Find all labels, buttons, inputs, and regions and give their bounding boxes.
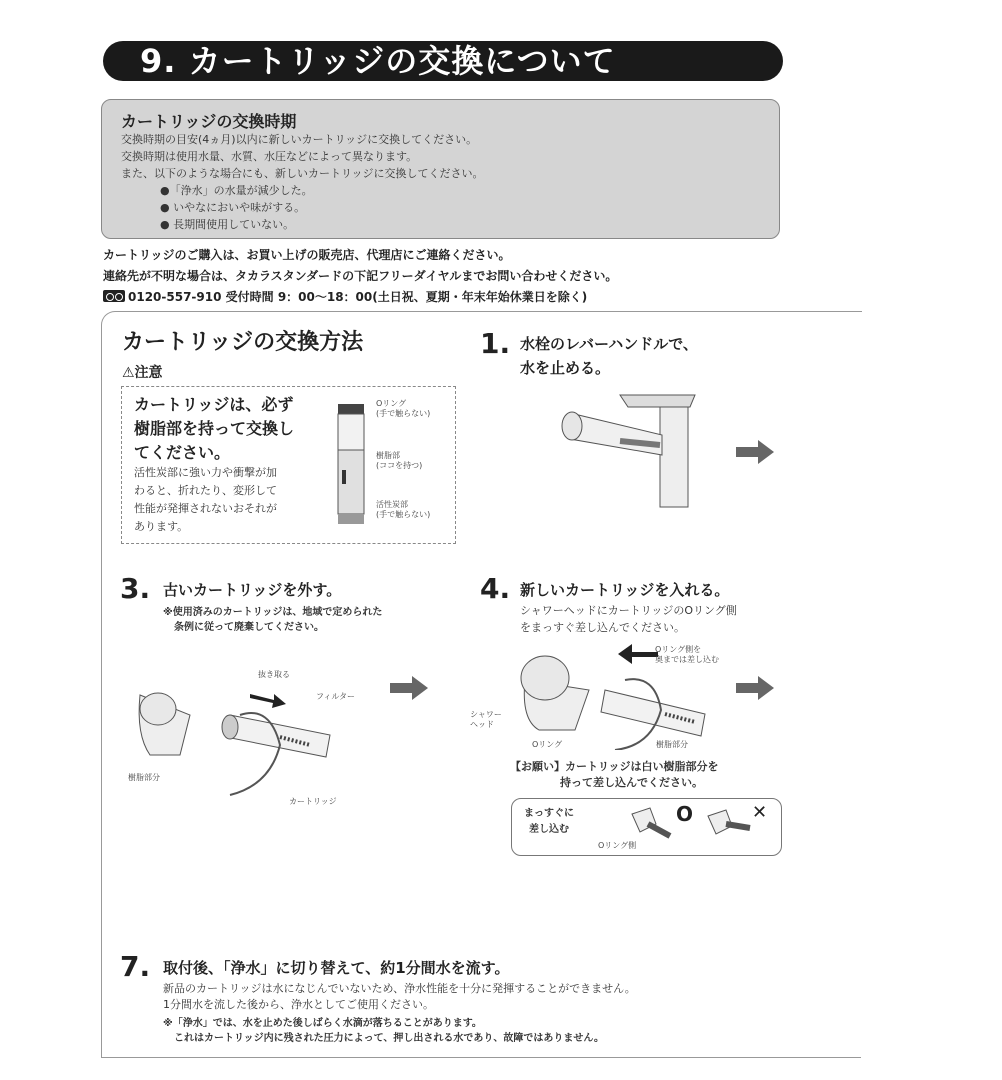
request-text: 持って差し込んでください。 (560, 776, 703, 789)
step4-number: 4. (480, 572, 511, 605)
oring-in-label: Oリング側を (655, 645, 702, 654)
carbon-note: (手で触らない) (376, 510, 431, 519)
arrow-right-icon (736, 676, 774, 700)
step4-sub: をまっすぐ差し込んでください。 (520, 621, 685, 634)
caution-label: ⚠注意 (122, 365, 163, 381)
straight-label: まっすぐに (524, 808, 574, 819)
cartridge-illustration (330, 400, 375, 530)
step7-note: これはカートリッジ内に残された圧力によって、押し出される水であり、故障ではありません。 (174, 1033, 604, 1044)
faucet-illustration (550, 385, 710, 515)
pull-label: 抜き取る (258, 670, 290, 679)
head-label: ヘッド (470, 720, 494, 729)
contact-line: カートリッジのご購入は、お買い上げの販売店、代理店にご連絡ください。 (103, 248, 511, 262)
resin-label: 樹脂部 (376, 451, 400, 460)
free-dial-icon (103, 290, 125, 302)
caution-small-text: わると、折れたり、変形して (134, 484, 277, 497)
insert-arrow-icon (618, 644, 658, 664)
contact-line: 連絡先が不明な場合は、タカラスタンダードの下記フリーダイヤルまでお問い合わせください。 (103, 269, 618, 283)
ng-mark: ✕ (752, 802, 768, 823)
resin-part-label: 樹脂部分 (656, 740, 688, 749)
filter-label: フィルター (316, 692, 356, 701)
ok-mark: O (676, 802, 694, 826)
step7-note: ※「浄水」では、水を止めた後しばらく水滴が落ちることがあります。 (163, 1018, 482, 1029)
cartridge-label: カートリッジ (289, 797, 337, 806)
request-text: 【お願い】カートリッジは白い樹脂部分を (510, 760, 719, 773)
pull-arrow-icon (250, 690, 286, 708)
step4-text: 新しいカートリッジを入れる。 (520, 581, 730, 599)
resin-part-label: 樹脂部分 (128, 773, 160, 782)
step7-sub: 1分間水を流した後から、浄水としてご使用ください。 (163, 998, 434, 1011)
method-title: カートリッジの交換方法 (122, 330, 364, 355)
caution-small-text: 性能が発揮されないおそれが (134, 502, 277, 515)
timing-line: 交換時期の目安(4ヵ月)以内に新しいカートリッジに交換してください。 (121, 133, 478, 146)
arrow-right-icon (736, 440, 774, 464)
oring-label: Oリング (532, 740, 563, 749)
step1-text: 水を止める。 (520, 359, 611, 377)
caution-big-text: てください。 (134, 443, 231, 462)
timing-line: 交換時期は使用水量、水質、水圧などによって異なります。 (121, 150, 418, 163)
straight-label: 差し込む (529, 824, 569, 835)
timing-bullet: ●「浄水」の水量が減少した。 (160, 184, 313, 197)
wrong-insert-illustration (706, 806, 752, 840)
caution-big-text: 樹脂部を持って交換し (134, 419, 295, 438)
remove-cartridge-illustration (130, 675, 340, 800)
shower-label: シャワー (470, 710, 502, 719)
step7-sub: 新品のカートリッジは水になじんでいないため、浄水性能を十分に発揮することができません。 (163, 982, 636, 995)
caution-small-text: 活性炭部に強い力や衝撃が加 (134, 466, 277, 479)
freedial-number: 0120-557-910 受付時間 9：00～18：00(土日祝、夏期・年末年始休業日を除く) (128, 290, 588, 304)
caution-small-text: あります。 (134, 520, 189, 533)
timing-bullet: ● 長期間使用していない。 (160, 218, 295, 231)
step7-number: 7. (120, 950, 151, 983)
oring-label: Oリング (376, 399, 407, 408)
step3-text: 古いカートリッジを外す。 (163, 581, 342, 599)
correct-insert-illustration (630, 804, 674, 840)
insert-cartridge-illustration (515, 650, 715, 750)
timing-title: カートリッジの交換時期 (121, 112, 297, 131)
step1-number: 1. (480, 327, 511, 360)
page-title: 9. カートリッジの交換について (140, 42, 616, 80)
step3-note: ※使用済みのカートリッジは、地域で定められた (163, 607, 383, 618)
step3-note: 条例に従って廃棄してください。 (174, 622, 324, 633)
arrow-right-icon (390, 676, 428, 700)
oring-note: (手で触らない) (376, 409, 431, 418)
timing-bullet: ● いやなにおいや味がする。 (160, 201, 306, 214)
frame-bottom-line (101, 1057, 861, 1058)
step1-text: 水栓のレバーハンドルで、 (520, 335, 698, 353)
carbon-label: 活性炭部 (376, 500, 408, 509)
resin-note: (ココを持つ) (376, 461, 423, 470)
caution-big-text: カートリッジは、必ず (134, 395, 294, 414)
oring-side-label: Oリング側 (598, 841, 637, 850)
timing-line: また、以下のような場合にも、新しいカートリッジに交換してください。 (121, 167, 484, 180)
oring-in-label2: 奥までは差し込む (655, 655, 719, 664)
step3-number: 3. (120, 572, 151, 605)
step4-sub: シャワーヘッドにカートリッジのOリング側 (520, 604, 737, 617)
step7-text: 取付後、「浄水」に切り替えて、約1分間水を流す。 (163, 959, 510, 977)
